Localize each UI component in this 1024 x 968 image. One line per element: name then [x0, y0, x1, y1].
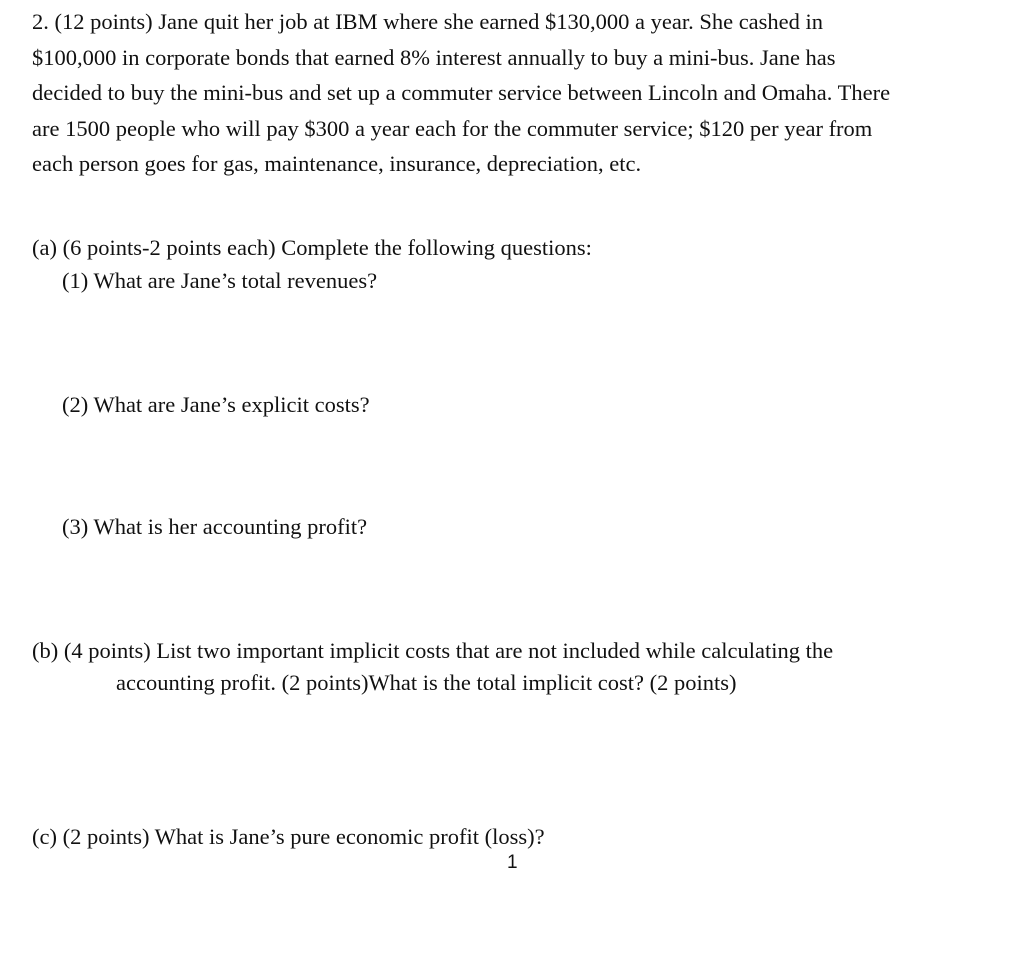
problem-line-5: each person goes for gas, maintenance, insurance, depreciation, etc.: [32, 151, 642, 176]
part-b-line-1: (b) (4 points) List two important implicit costs that are not included while calculating the: [32, 638, 834, 663]
page-number: 1: [507, 852, 518, 873]
problem-line-3: decided to buy the mini-bus and set up a commuter service between Lincoln and Omaha. There: [32, 80, 891, 105]
part-a-question-1: (1) What are Jane’s total revenues?: [62, 268, 378, 293]
part-c-question: (c) (2 points) What is Jane’s pure economic profit (loss)?: [32, 824, 545, 849]
problem-line-4: are 1500 people who will pay $300 a year each for the commuter service; $120 per year from: [32, 115, 873, 141]
problem-line-1: 2. (12 points) Jane quit her job at IBM where she earned $130,000 a year. She cashed in: [32, 9, 824, 34]
part-b-line-2: accounting profit. (2 points)What is the total implicit cost? (2 points): [116, 670, 737, 695]
problem-line-2: $100,000 in corporate bonds that earned 8% interest annually to buy a mini-bus. Jane has: [32, 44, 836, 70]
part-a-question-3: (3) What is her accounting profit?: [62, 514, 368, 539]
part-a-question-2: (2) What are Jane’s explicit costs?: [62, 392, 370, 417]
problem-statement: [32, 4, 992, 182]
part-a-heading: (a) (6 points-2 points each) Complete the following questions:: [32, 235, 592, 260]
